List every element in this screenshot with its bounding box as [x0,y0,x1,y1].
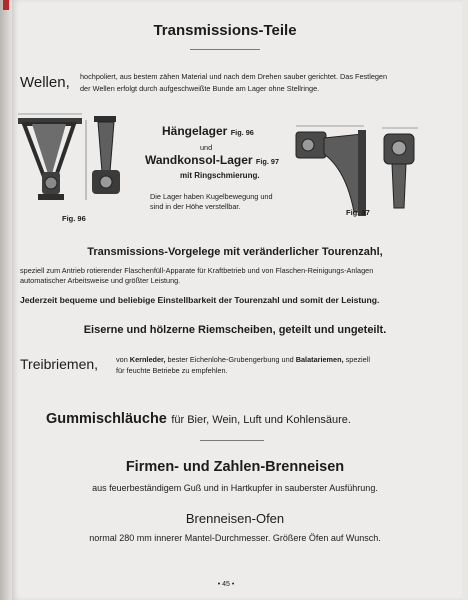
wandkonsol-side-illustration [378,124,422,216]
gummi-rest: für Bier, Wein, Luft und Kohlensäure. [171,414,351,426]
wandkonsol-fig-ref: Fig. 97 [255,157,280,166]
brenneisen-desc: aus feuerbeständigem Guß und in Hartkupfer in sauberster Ausführung. [92,483,378,493]
haengelager-heading [162,124,254,138]
brenneisen-heading: Firmen- und Zahlen-Brenneisen [125,459,345,475]
gummi-heading: Gummischläuche [46,411,167,427]
wellen-line-2: der Wellen erfolgt durch aufgeschweißte Bunde am Lager ohne Stellringe. [80,84,320,93]
ofen-desc: normal 280 mm innerer Mantel-Durchmesser. Größere Öfen auf Wunsch. [89,533,381,543]
wandkonsol-heading [145,153,279,167]
haengelager-illustration [16,112,96,217]
treibriemen-kernleder: Kernleder, [129,355,166,364]
treibriemen-gerbung: bester Eichenlohe-Grubengerbung und [167,355,294,364]
riemscheiben-heading: Eiserne und hölzerne Riemscheiben, geteilt und ungeteilt. [83,324,387,336]
page-number: • 45 • [217,581,235,588]
haengelager-title: Hängelager [162,124,228,138]
vorgelege-line-3: Jederzeit bequeme und beliebige Einstellbarkeit der Tourenzahl und somit der Leistung. [20,295,380,305]
page-title: Transmissions-Teile [153,22,297,39]
lager-desc-2: sind in der Höhe verstellbar. [150,202,241,211]
vorgelege-line-1: speziell zum Antrieb rotierender Flaschenfüll-Apparate für Kraftbetrieb und von Flaschen-Reinigungs-Anlagen [20,266,374,275]
title-divider [190,49,260,50]
binding-thread [0,0,18,10]
treibriemen-speziell: speziell [345,355,370,364]
ofen-heading: Brenneisen-Ofen [185,511,285,526]
page-spine [0,0,12,600]
lager-desc-1: Die Lager haben Kugelbewegung und [150,192,273,201]
page-number-value: 45 [222,581,230,588]
und-text: und [200,143,213,152]
haengelager-fig-ref: Fig. 96 [230,128,254,137]
wandkonsol-illustration [294,120,374,215]
fig-97-label: Fig. 97 [346,208,370,217]
vorgelege-heading: Transmissions-Vorgelege mit veränderlicher Tourenzahl, [87,246,383,258]
treibriemen-heading: Treibriemen, [20,356,99,372]
treibriemen-balata: Balatariemen, [295,355,344,364]
treibriemen-line-2: für feuchte Betriebe zu empfehlen. [116,366,228,375]
gummi-divider [200,440,264,441]
gummi-line [46,410,426,428]
treibriemen-von: von [116,355,128,364]
wellen-heading: Wellen, [20,74,70,91]
ringschmierung-text: mit Ringschmierung. [180,171,260,180]
fig-96-label: Fig. 96 [62,214,86,223]
haengelager-side-illustration [88,112,124,207]
vorgelege-line-2: automatischer Arbeitsweise und größter Leistung. [20,276,181,285]
treibriemen-line-1 [116,355,456,365]
wandkonsol-title: Wandkonsol-Lager [145,153,253,167]
wellen-line-1: hochpoliert, aus bestem zähen Material und nach dem Drehen sauber gerichtet. Das Festlegen [80,72,388,81]
